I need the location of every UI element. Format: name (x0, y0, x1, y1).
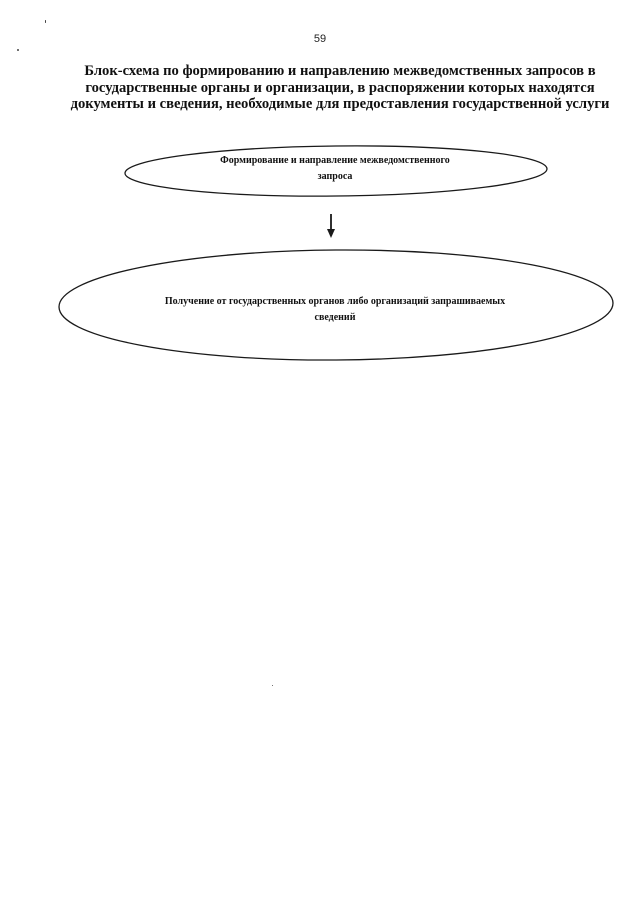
scan-speck (272, 685, 273, 686)
down-arrow (327, 214, 335, 238)
page-number: 59 (313, 33, 327, 45)
scan-speck (45, 20, 46, 23)
scan-speck (17, 49, 19, 51)
diagram-title: Блок-схема по формированию и направлению межведомственных запросов в государственные органы и организации, в распоряжении которых находятся документы и сведения, необходимые для предоставления государственной услуги (70, 63, 610, 112)
node-formation-label: Формирование и направление межведомственного запроса (220, 155, 450, 182)
node-receipt-label: Получение от государственных органов либо организаций запрашиваемых сведений (164, 296, 506, 323)
